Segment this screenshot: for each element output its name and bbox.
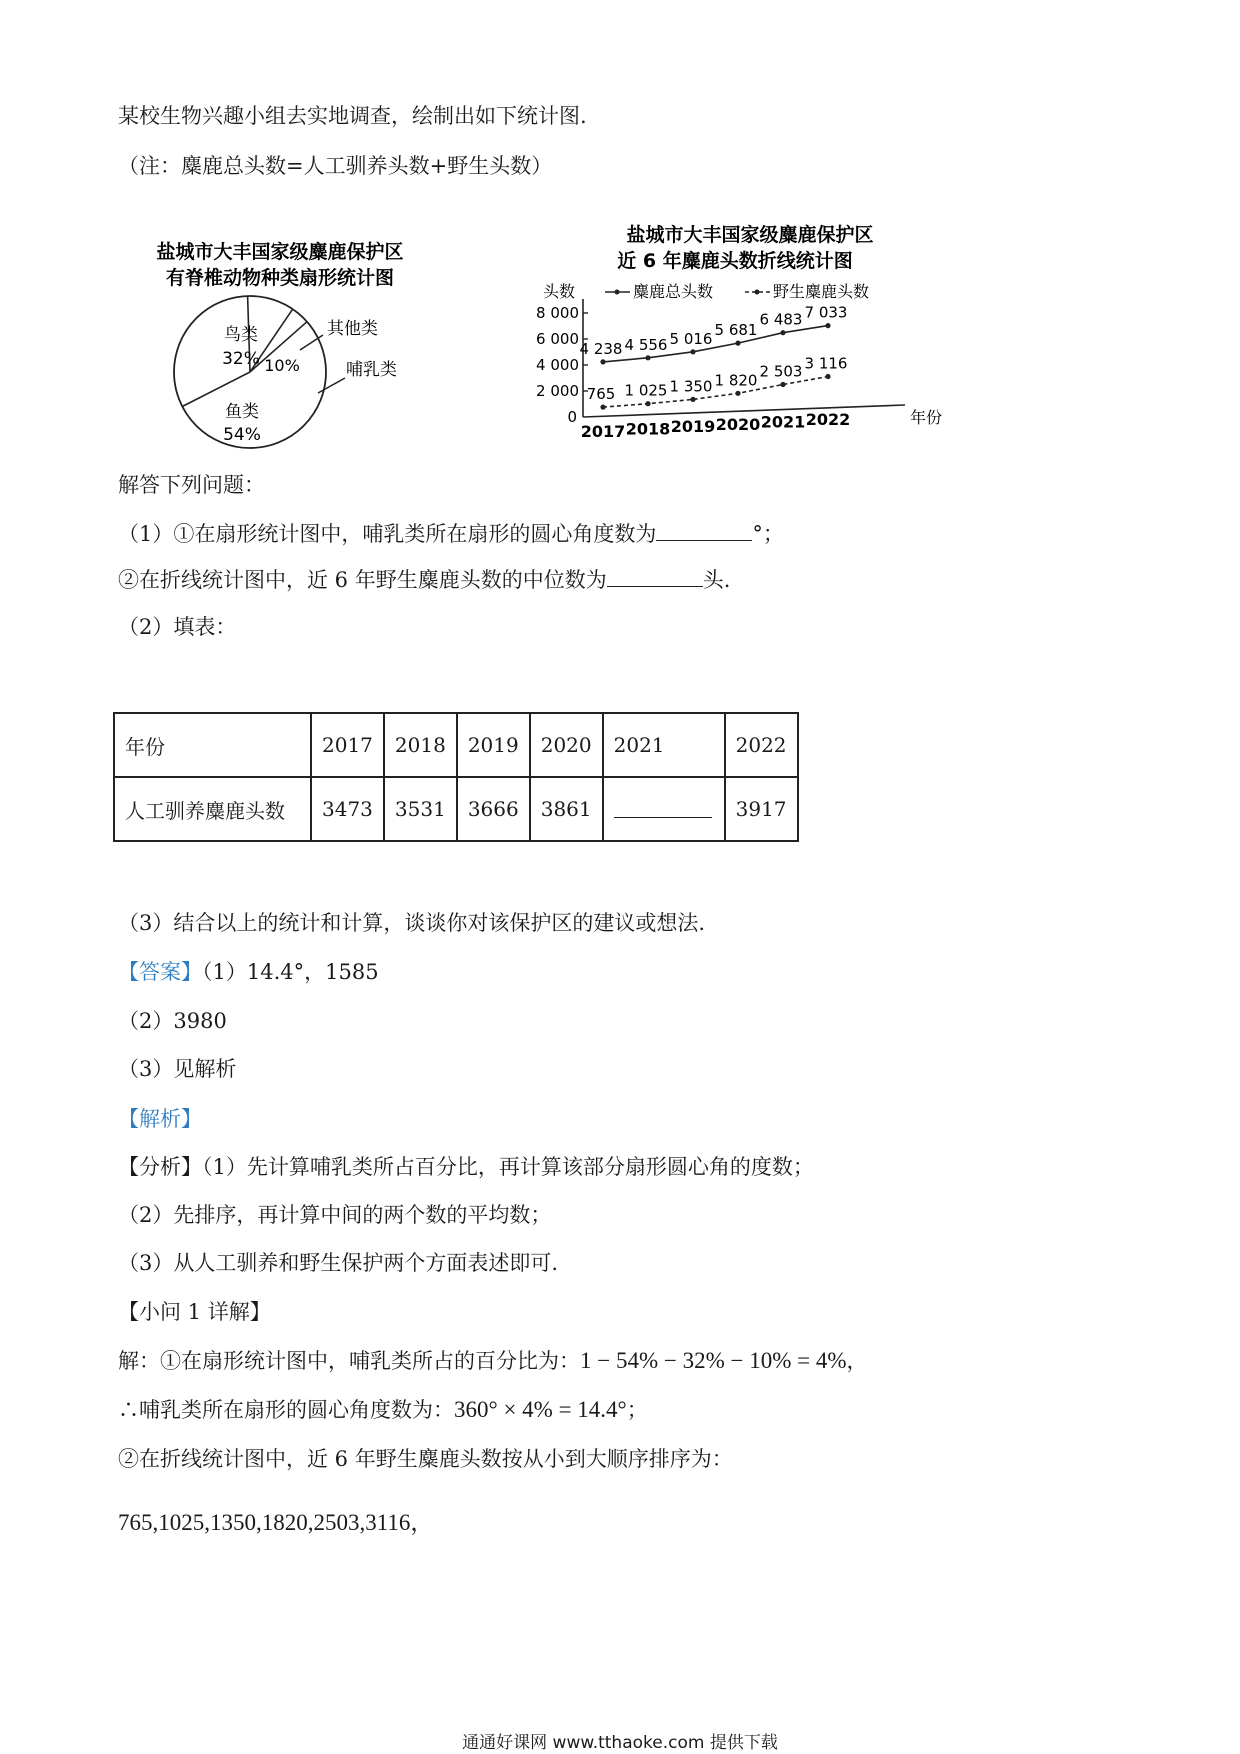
sorted-list: 765,1025,1350,1820,2503,3116 (118, 1510, 411, 1535)
data-label: 7 033 (804, 303, 848, 322)
pie-leader-mammal (318, 378, 345, 393)
data-point (780, 382, 785, 387)
solution-line-1 (118, 1346, 868, 1376)
solution-2-text: ∴哺乳类所在扇形的圆心角度数为： (118, 1398, 454, 1422)
line-title-2: 近 6 年麋鹿头数折线统计图 (617, 250, 853, 272)
data-label: 4 556 (624, 335, 668, 354)
table-value: 3917 (725, 777, 798, 841)
x-tick-label: 2017 (580, 422, 626, 441)
y-tick-label: 6 000 (536, 330, 579, 348)
table-value: 3666 (457, 777, 530, 841)
y-tick-label: 0 (567, 408, 577, 426)
question-3: （3）结合以上的统计和计算，谈谈你对该保护区的建议或想法. (118, 911, 706, 935)
solution-line-3: ②在折线统计图中，近 6 年野生麋鹿头数按从小到大顺序排序为： (118, 1447, 733, 1471)
x-tick-label: 2020 (715, 414, 761, 434)
question-2: （2）填表： (118, 615, 237, 639)
solution-2-formula: 360° × 4% = 14.4° (454, 1397, 627, 1422)
analysis-tag: 【解析】 (118, 1107, 202, 1131)
table-value: 3531 (384, 777, 457, 841)
table-year: 2019 (457, 713, 530, 777)
pie-pct-fish: 54% (223, 425, 261, 445)
answer-2: （2）3980 (118, 1009, 227, 1033)
table-row-label: 人工驯养麋鹿头数 (114, 777, 311, 841)
data-point (600, 359, 605, 364)
question-lead: 解答下列问题： (118, 473, 265, 497)
legend-total-marker (615, 290, 620, 295)
y-tick-label: 8 000 (536, 304, 579, 322)
legend-wild-label: 野生麋鹿头数 (773, 282, 870, 301)
pie-chart (150, 230, 440, 475)
table-year: 2022 (725, 713, 798, 777)
q1a-blank (656, 518, 752, 541)
table-value: 3473 (311, 777, 384, 841)
answer-1: （1）14.4°，1585 (202, 960, 379, 984)
solution-1-formula: 1 − 54% − 32% − 10% = 4% (580, 1348, 847, 1373)
answer-line-1 (118, 957, 379, 987)
pie-label-other: 其他类 (327, 319, 378, 339)
pie-label-mammal: 哺乳类 (346, 360, 397, 380)
data-point (735, 341, 740, 346)
sorted-end: ， (410, 1510, 434, 1535)
q1a-unit: °； (752, 522, 784, 546)
legend-wild-marker (755, 290, 760, 295)
pie-title-2: 有脊椎动物种类扇形统计图 (165, 267, 395, 289)
data-label: 6 483 (759, 310, 803, 329)
data-label: 5 016 (669, 329, 713, 348)
data-label: 3 116 (804, 354, 848, 373)
q1b-unit: 头. (702, 568, 731, 592)
table-value: 3861 (530, 777, 603, 841)
x-tick-label: 2018 (625, 419, 671, 439)
fill-table (113, 712, 799, 842)
pie-pct-bird: 32% (222, 349, 260, 369)
q1a-text: （1）①在扇形统计图中，哺乳类所在扇形的圆心角度数为 (118, 522, 657, 546)
fenxi-line-1 (118, 1152, 814, 1182)
answer-3: （3）见解析 (118, 1057, 237, 1081)
data-point (645, 401, 650, 406)
table-year: 2020 (530, 713, 603, 777)
table-blank-cell (603, 777, 725, 841)
data-point (645, 355, 650, 360)
solution-1-end: ， (846, 1349, 868, 1373)
y-tick-label: 2 000 (536, 382, 579, 400)
x-tick-label: 2021 (760, 412, 806, 432)
x-tick-label: 2019 (670, 417, 716, 437)
pie-label-bird: 鸟类 (224, 325, 258, 345)
data-point (735, 391, 740, 396)
table-header-year: 年份 (114, 713, 311, 777)
pie-label-fish: 鱼类 (225, 402, 259, 422)
xiaowen-1: 【小问 1 详解】 (118, 1300, 271, 1324)
question-1b (118, 564, 730, 595)
fenxi-tag: 【分析】 (118, 1155, 202, 1179)
fenxi-2: （2）先排序，再计算中间的两个数的平均数； (118, 1203, 552, 1227)
x-tick-label: 2022 (805, 410, 851, 429)
answer-tag: 【答案】 (118, 960, 202, 984)
data-label: 5 681 (714, 321, 758, 340)
line-plot (536, 299, 905, 441)
data-label: 1 820 (714, 371, 758, 390)
solution-line-2 (118, 1395, 648, 1425)
data-point (600, 405, 605, 410)
x-axis-label: 年份 (910, 408, 943, 427)
line-chart (535, 215, 955, 500)
question-1a (118, 518, 784, 549)
table-year: 2017 (311, 713, 384, 777)
fenxi-3: （3）从人工驯养和野生保护两个方面表述即可. (118, 1251, 559, 1275)
y-axis-label: 头数 (543, 282, 576, 301)
intro-line-1: 某校生物兴趣小组去实地调查，绘制出如下统计图. (118, 104, 587, 128)
data-label: 4 238 (579, 339, 623, 358)
data-label: 1 025 (624, 381, 668, 400)
table-row (114, 713, 798, 777)
q1b-text: ②在折线统计图中，近 6 年野生麋鹿头数的中位数为 (118, 568, 607, 592)
solution-2-end: ； (626, 1398, 648, 1422)
sorted-values (118, 1508, 433, 1538)
intro-note: （注：麋鹿总头数=人工驯养头数+野生头数） (118, 154, 553, 178)
q1b-blank (607, 564, 703, 587)
data-point (825, 374, 830, 379)
pie-title-1: 盐城市大丰国家级麋鹿保护区 (156, 241, 404, 263)
y-tick-label: 4 000 (536, 356, 579, 374)
table-year: 2021 (603, 713, 725, 777)
data-label: 1 350 (669, 377, 713, 396)
line-title-1: 盐城市大丰国家级麋鹿保护区 (626, 224, 874, 246)
legend-total-label: 麋鹿总头数 (633, 282, 714, 301)
pie-pct-other: 10% (264, 356, 300, 375)
table-blank (614, 795, 712, 818)
page-footer: 通通好课网 www.tthaoke.com 提供下载 (462, 1733, 778, 1753)
fenxi-1: （1）先计算哺乳类所占百分比，再计算该部分扇形圆心角的度数； (202, 1155, 814, 1179)
table-row (114, 777, 798, 841)
table-year: 2018 (384, 713, 457, 777)
data-label: 765 (586, 385, 616, 404)
data-point (690, 349, 695, 354)
data-point (780, 330, 785, 335)
data-point (690, 397, 695, 402)
data-label: 2 503 (759, 362, 803, 381)
solution-1-text: 解：①在扇形统计图中，哺乳类所占的百分比为： (118, 1349, 580, 1373)
data-point (825, 323, 830, 328)
